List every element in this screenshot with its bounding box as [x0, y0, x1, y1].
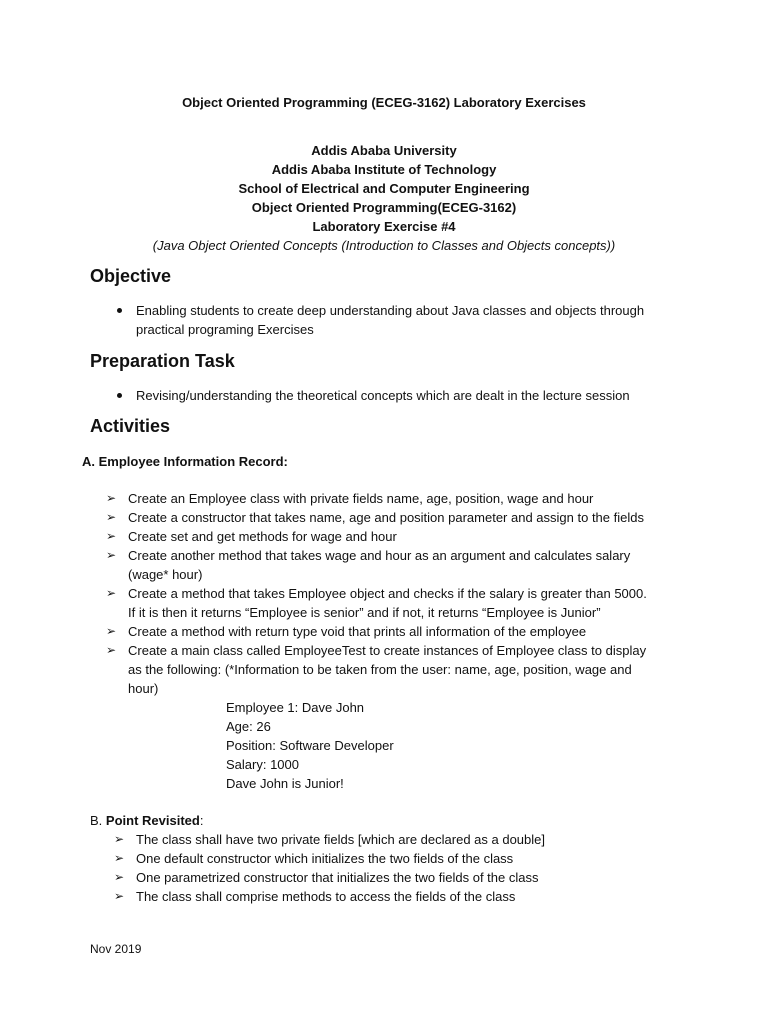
arrow-bullet-icon: ➢	[114, 832, 125, 846]
section-a-item-7-line-2: as the following: (*Information to be taken from the user: name, age, position, wage and	[128, 662, 632, 677]
section-b-label	[90, 811, 203, 830]
section-b-item-2: One default constructor which initializes the two fields of the class	[136, 851, 514, 866]
section-a-item-4-line-2: (wage* hour)	[128, 567, 203, 582]
sample-output-line-4: Salary: 1000	[226, 757, 299, 772]
objective-item-line-2: practical programing Exercises	[136, 322, 314, 337]
arrow-bullet-icon: ➢	[106, 586, 117, 600]
exercise-subtitle: (Java Object Oriented Concepts (Introduction to Classes and Objects concepts))	[152, 238, 616, 253]
section-b-colon: :	[199, 813, 204, 828]
sample-output-line-2: Age: 26	[226, 719, 271, 734]
section-a-item-7-line-1: Create a main class called EmployeeTest to create instances of Employee class to display	[128, 643, 647, 658]
section-a-item-4-line-1: Create another method that takes wage and hour as an argument and calculates salary	[128, 548, 631, 563]
arrow-bullet-icon: ➢	[114, 889, 125, 903]
course-name: Object Oriented Programming(ECEG-3162)	[251, 200, 517, 215]
objective-item-line-1: Enabling students to create deep understanding about Java classes and objects through	[136, 303, 645, 318]
school-name: School of Electrical and Computer Engineering	[238, 181, 530, 196]
preparation-item: Revising/understanding the theoretical concepts which are dealt in the lecture session	[136, 388, 630, 403]
sample-output-line-1: Employee 1: Dave John	[226, 700, 365, 715]
section-b-item-4: The class shall comprise methods to access the fields of the class	[136, 889, 516, 904]
sample-output-line-3: Position: Software Developer	[226, 738, 394, 753]
exercise-number: Laboratory Exercise #4	[312, 219, 456, 234]
arrow-bullet-icon: ➢	[114, 870, 125, 884]
arrow-bullet-icon: ➢	[106, 643, 117, 657]
arrow-bullet-icon: ➢	[106, 510, 117, 524]
section-a-item-5-line-1: Create a method that takes Employee object and checks if the salary is greater than 5000.	[128, 586, 647, 601]
arrow-bullet-icon: ➢	[106, 624, 117, 638]
objective-heading: Objective	[90, 266, 172, 286]
section-a-item-2: Create a constructor that takes name, age and position parameter and assign to the fields	[128, 510, 644, 525]
institute-name: Addis Ababa Institute of Technology	[271, 162, 497, 177]
section-b-item-3: One parametrized constructor that initializes the two fields of the class	[136, 870, 539, 885]
activities-heading: Activities	[90, 416, 171, 436]
arrow-bullet-icon: ➢	[114, 851, 125, 865]
arrow-bullet-icon: ➢	[106, 548, 117, 562]
arrow-bullet-icon: ➢	[106, 529, 117, 543]
document-title: Object Oriented Programming (ECEG-3162) Laboratory Exercises	[182, 95, 586, 110]
section-a-item-1: Create an Employee class with private fields name, age, position, wage and hour	[128, 491, 594, 506]
section-a-item-5-line-2: If it is then it returns “Employee is senior” and if not, it returns “Employee is Junior”	[128, 605, 601, 620]
section-b-item-1: The class shall have two private fields [which are declared as a double]	[136, 832, 545, 847]
section-a-item-6: Create a method with return type void that prints all information of the employee	[128, 624, 587, 639]
preparation-heading: Preparation Task	[90, 351, 235, 371]
section-a-item-7-line-3: hour)	[128, 681, 159, 696]
university-name: Addis Ababa University	[311, 143, 457, 158]
section-a-item-3: Create set and get methods for wage and hour	[128, 529, 397, 544]
section-b-prefix: B.	[90, 813, 103, 828]
bullet-dot-icon	[117, 308, 122, 313]
section-a-label: A. Employee Information Record:	[82, 454, 288, 469]
section-b-title: Point Revisited	[105, 813, 200, 828]
sample-output-line-5: Dave John is Junior!	[226, 776, 344, 791]
bullet-dot-icon	[117, 393, 122, 398]
arrow-bullet-icon: ➢	[106, 491, 117, 505]
footer-date: Nov 2019	[90, 942, 142, 956]
